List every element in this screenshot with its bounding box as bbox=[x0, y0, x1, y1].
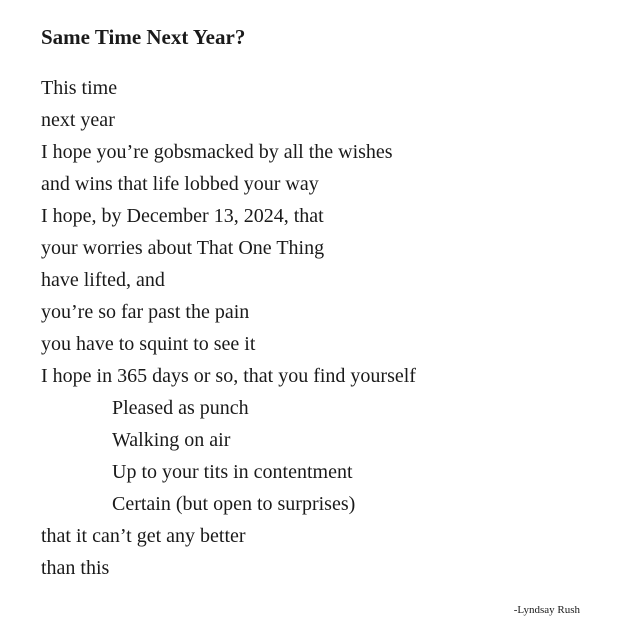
poem-line-indented: Certain (but open to surprises) bbox=[112, 493, 356, 515]
poem-line: I hope in 365 days or so, that you find yourself bbox=[41, 365, 416, 387]
poem-line-indented: Walking on air bbox=[112, 429, 231, 451]
poem-line: you’re so far past the pain bbox=[41, 301, 250, 323]
poem-line: I hope you’re gobsmacked by all the wishes bbox=[41, 141, 393, 163]
poem-title: Same Time Next Year? bbox=[41, 25, 246, 49]
poem-line: have lifted, and bbox=[41, 269, 165, 291]
poem-line: and wins that life lobbed your way bbox=[41, 173, 319, 195]
poem-line: that it can’t get any better bbox=[41, 525, 246, 547]
poem-body bbox=[41, 72, 416, 584]
poem-line-indented: Pleased as punch bbox=[112, 397, 249, 419]
poem-line: you have to squint to see it bbox=[41, 333, 256, 355]
poem-line: I hope, by December 13, 2024, that bbox=[41, 205, 324, 227]
poem-line: This time bbox=[41, 77, 118, 99]
poem-line: than this bbox=[41, 557, 110, 579]
poem-line: next year bbox=[41, 109, 115, 131]
poem-line: your worries about That One Thing bbox=[41, 237, 325, 259]
author-signature: -Lyndsay Rush bbox=[513, 604, 580, 616]
poem-line-indented: Up to your tits in contentment bbox=[112, 461, 353, 483]
